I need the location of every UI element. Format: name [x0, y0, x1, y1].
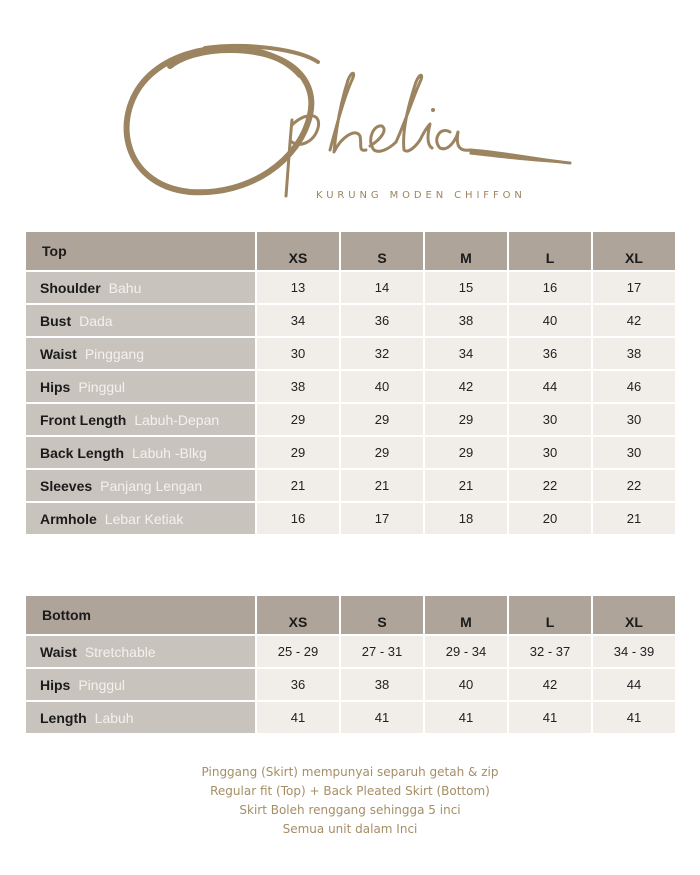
size-value: 30 [593, 437, 675, 468]
size-value: 29 [425, 404, 507, 435]
measure-label [26, 338, 255, 369]
size-value: 42 [593, 305, 675, 336]
brand-logo [0, 0, 700, 215]
size-value: 38 [257, 371, 339, 402]
size-value: 41 [509, 702, 591, 733]
table-row [26, 371, 675, 402]
size-value: 30 [593, 404, 675, 435]
measure-name-my: Stretchable [84, 643, 156, 660]
top-table-title: Top [26, 232, 255, 270]
size-value: 41 [425, 702, 507, 733]
size-value: 38 [341, 669, 423, 700]
size-value: 21 [257, 470, 339, 501]
size-value: 29 - 34 [425, 636, 507, 667]
measure-name-en: Sleeves [40, 477, 93, 494]
size-value: 34 [257, 305, 339, 336]
measure-name-en: Armhole [40, 510, 97, 527]
size-value: 29 [341, 404, 423, 435]
size-value: 41 [341, 702, 423, 733]
size-value: 38 [593, 338, 675, 369]
table-row [26, 669, 675, 700]
measure-label [26, 702, 255, 733]
measure-name-en: Hips [40, 378, 71, 395]
size-header-l: L [509, 596, 591, 634]
measure-label [26, 305, 255, 336]
size-value: 29 [425, 437, 507, 468]
size-value: 16 [257, 503, 339, 534]
size-value: 14 [341, 272, 423, 303]
table-row [26, 437, 675, 468]
size-value: 21 [593, 503, 675, 534]
bottom-size-table [24, 594, 677, 735]
size-value: 32 [341, 338, 423, 369]
size-value: 36 [509, 338, 591, 369]
size-value: 16 [509, 272, 591, 303]
size-value: 34 - 39 [593, 636, 675, 667]
measure-label [26, 636, 255, 667]
size-value: 22 [593, 470, 675, 501]
table-row [26, 636, 675, 667]
size-value: 34 [425, 338, 507, 369]
note-line: Regular fit (Top) + Back Pleated Skirt (Bottom) [210, 784, 490, 798]
measure-label [26, 371, 255, 402]
size-header-m: M [425, 596, 507, 634]
size-value: 20 [509, 503, 591, 534]
size-value: 44 [509, 371, 591, 402]
table-row [26, 503, 675, 534]
size-value: 38 [425, 305, 507, 336]
measure-name-en: Length [40, 709, 87, 726]
ophelia-script-logo [0, 0, 700, 215]
measure-name-en: Hips [40, 676, 71, 693]
table-row [26, 470, 675, 501]
measure-label [26, 437, 255, 468]
note-line: Skirt Boleh renggang sehingga 5 inci [239, 803, 461, 817]
table-row [26, 338, 675, 369]
measure-name-en: Bust [40, 312, 72, 329]
table-row [26, 702, 675, 733]
measure-name-my: Pinggul [78, 378, 126, 395]
measure-label [26, 470, 255, 501]
size-value: 29 [341, 437, 423, 468]
measure-name-en: Waist [40, 345, 77, 362]
note-line: Pinggang (Skirt) mempunyai separuh getah & zip [201, 765, 499, 779]
size-header-m: M [425, 232, 507, 270]
measure-name-en: Back Length [40, 444, 125, 461]
size-value: 46 [593, 371, 675, 402]
size-value: 21 [341, 470, 423, 501]
measure-name-my: Labuh -Blkg [132, 444, 207, 461]
measure-name-my: Pinggul [78, 676, 126, 693]
size-value: 30 [509, 437, 591, 468]
size-value: 41 [257, 702, 339, 733]
size-value: 40 [509, 305, 591, 336]
size-value: 42 [509, 669, 591, 700]
size-value: 17 [593, 272, 675, 303]
measure-name-my: Lebar Ketiak [104, 510, 184, 527]
size-value: 36 [257, 669, 339, 700]
size-value: 22 [509, 470, 591, 501]
measure-name-my: Bahu [108, 279, 142, 296]
measure-name-my: Panjang Lengan [100, 477, 203, 494]
measure-name-en: Front Length [40, 411, 127, 428]
top-header-row [26, 232, 675, 270]
size-value: 17 [341, 503, 423, 534]
size-value: 15 [425, 272, 507, 303]
size-value: 25 - 29 [257, 636, 339, 667]
size-notes [0, 763, 700, 839]
size-value: 42 [425, 371, 507, 402]
measure-name-my: Labuh-Depan [134, 411, 220, 428]
size-header-l: L [509, 232, 591, 270]
size-value: 18 [425, 503, 507, 534]
measure-label [26, 669, 255, 700]
size-value: 40 [425, 669, 507, 700]
size-header-xs: XS [257, 596, 339, 634]
size-value: 40 [341, 371, 423, 402]
size-value: 29 [257, 437, 339, 468]
table-row [26, 305, 675, 336]
note-line: Semua unit dalam Inci [282, 822, 418, 836]
brand-tagline: KURUNG MODEN CHIFFON [316, 190, 526, 201]
measure-label [26, 272, 255, 303]
measure-name-en: Shoulder [40, 279, 101, 296]
size-value: 36 [341, 305, 423, 336]
size-value: 29 [257, 404, 339, 435]
table-row [26, 404, 675, 435]
measure-name-my: Dada [79, 312, 113, 329]
measure-name-en: Waist [40, 643, 77, 660]
bottom-header-row [26, 596, 675, 634]
size-value: 41 [593, 702, 675, 733]
size-value: 30 [509, 404, 591, 435]
size-header-s: S [341, 596, 423, 634]
size-value: 32 - 37 [509, 636, 591, 667]
size-value: 30 [257, 338, 339, 369]
size-header-xs: XS [257, 232, 339, 270]
measure-label [26, 503, 255, 534]
bottom-table-title: Bottom [26, 596, 255, 634]
measure-name-my: Pinggang [84, 345, 144, 362]
size-value: 44 [593, 669, 675, 700]
size-header-s: S [341, 232, 423, 270]
measure-label [26, 404, 255, 435]
size-header-xl: XL [593, 232, 675, 270]
top-size-table [24, 230, 677, 536]
table-row [26, 272, 675, 303]
size-value: 27 - 31 [341, 636, 423, 667]
size-header-xl: XL [593, 596, 675, 634]
size-value: 13 [257, 272, 339, 303]
measure-name-my: Labuh [94, 709, 134, 726]
size-value: 21 [425, 470, 507, 501]
